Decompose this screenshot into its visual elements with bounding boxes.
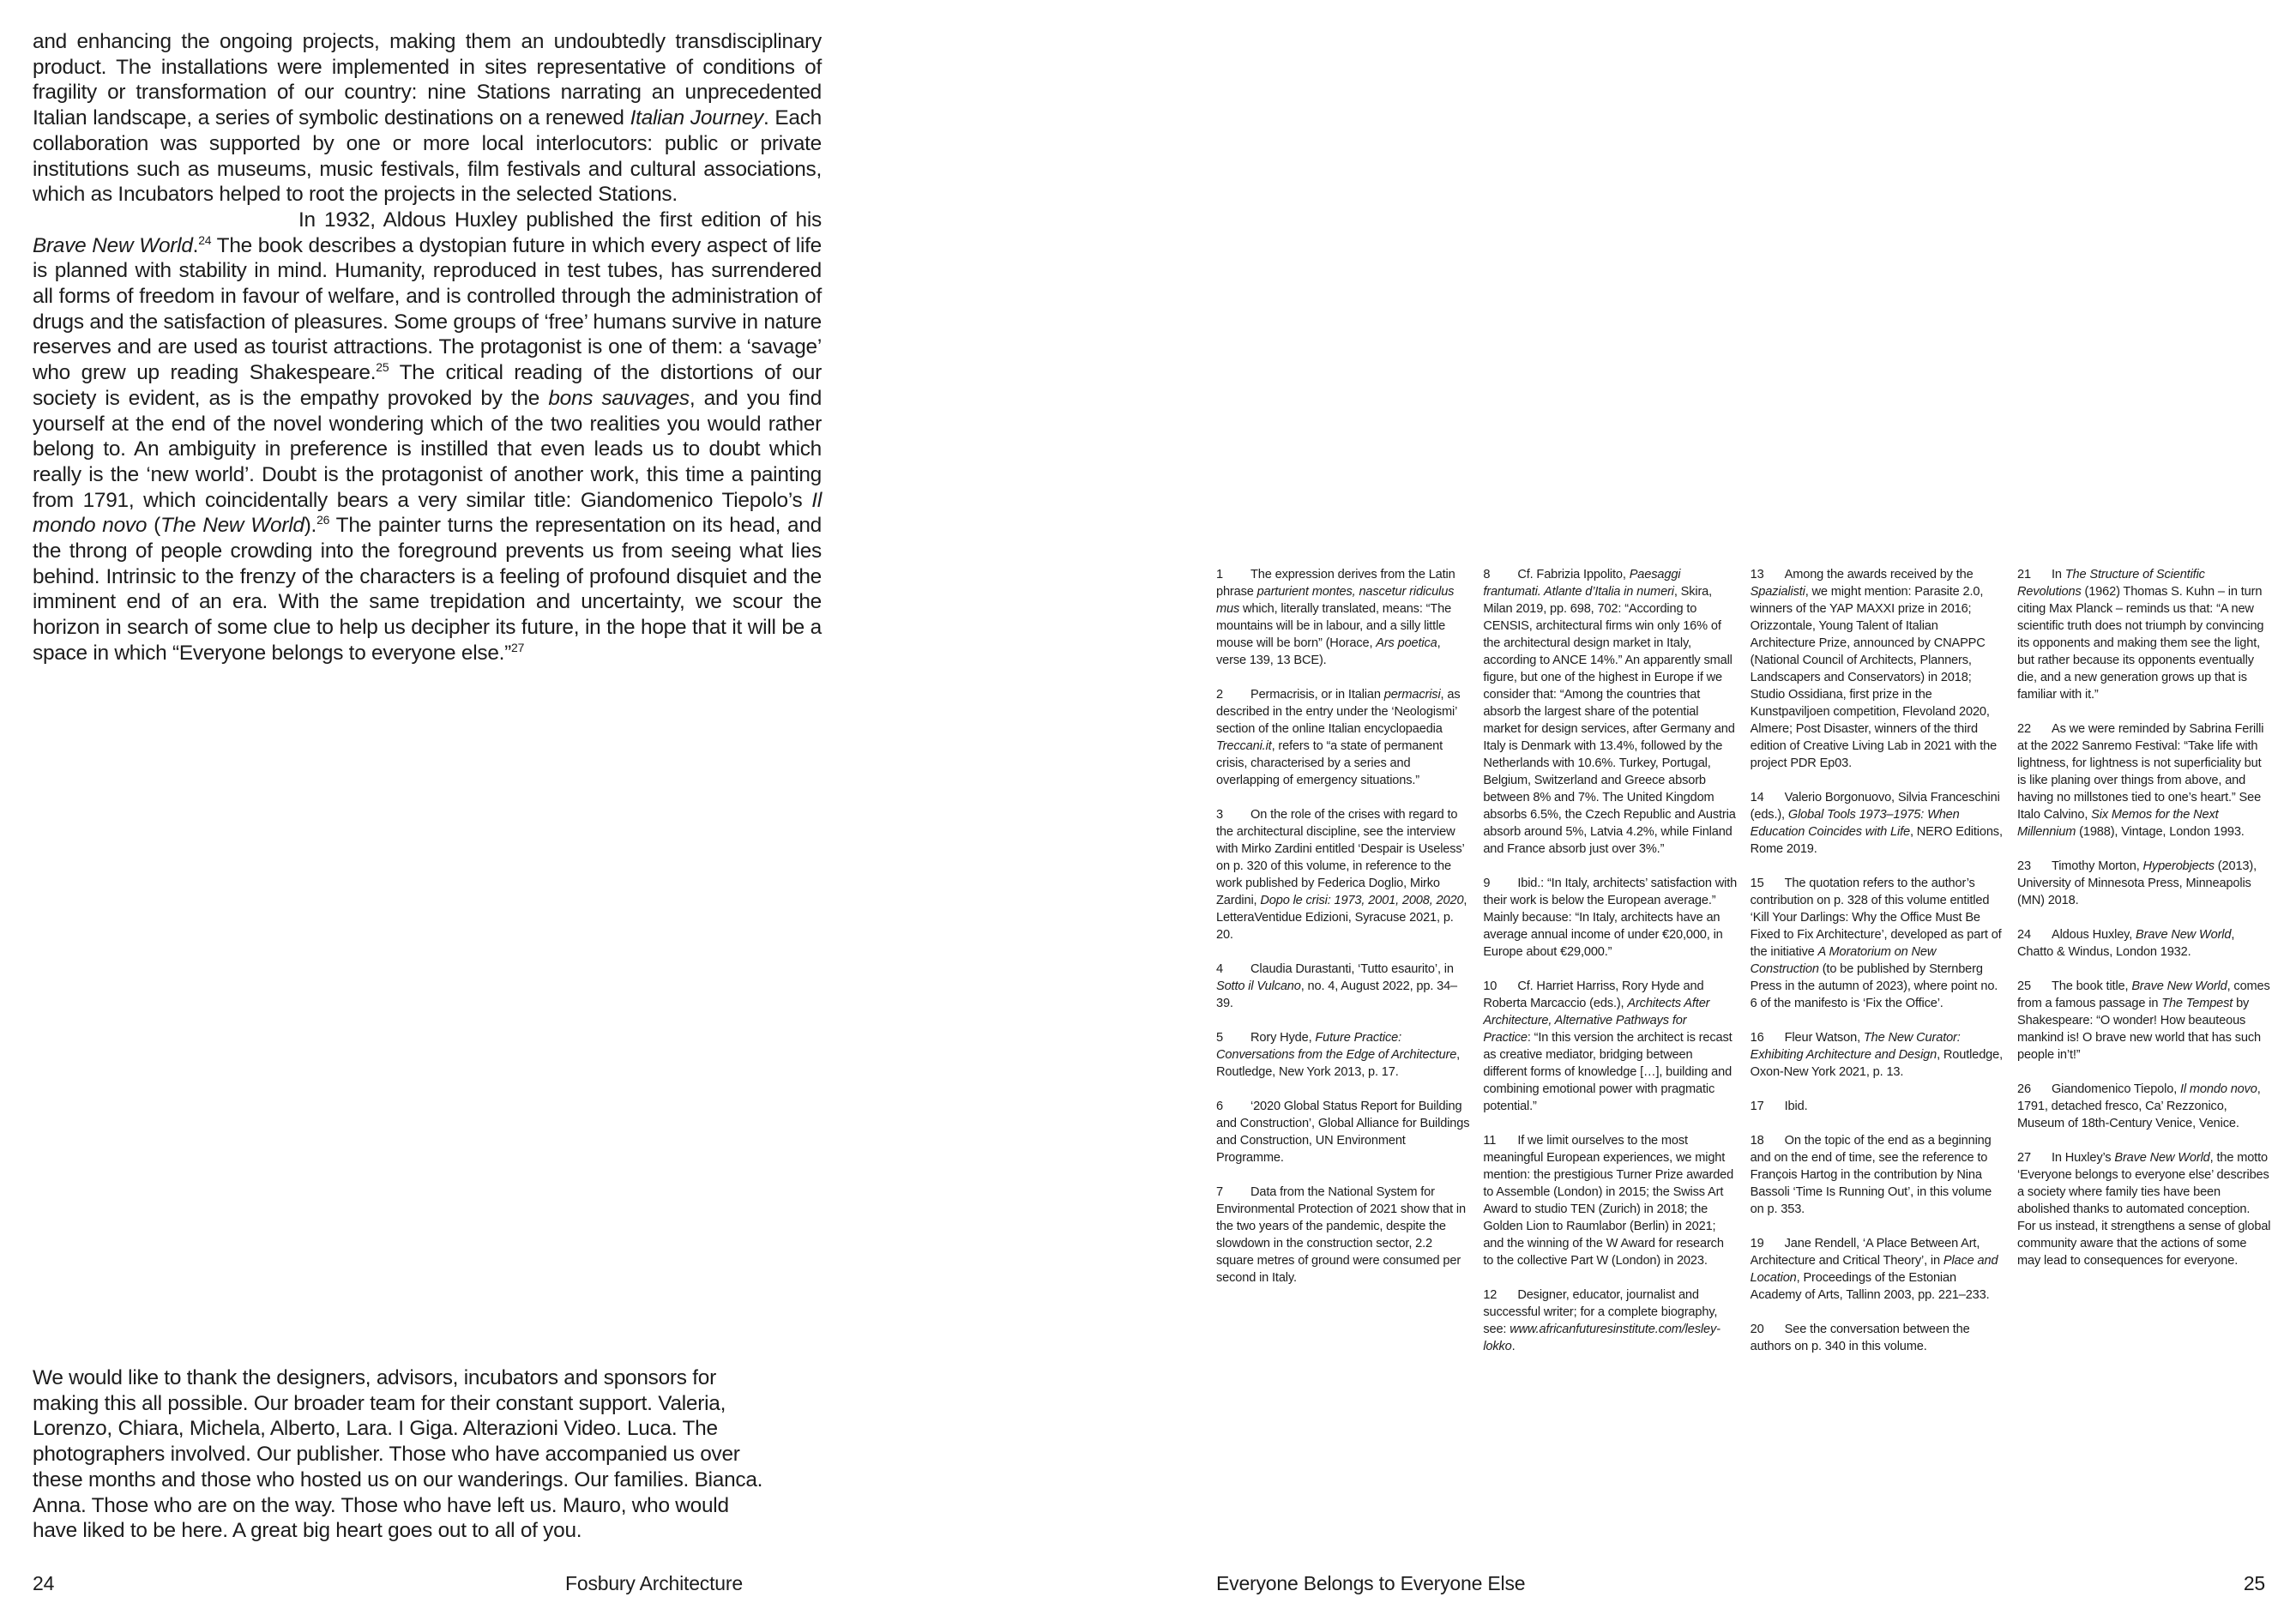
italic-text: Six Memos for the Next Millennium (2016, 808, 2219, 839)
italic-text: The New World (160, 514, 304, 538)
text-run: ). (304, 514, 317, 538)
essay-body (33, 29, 822, 666)
italic-text: Sotto il Vulcano (1216, 979, 1301, 993)
text-run: . Each collaboration was supported by one or more local interlocutors: public or private institutions such as museums, music festivals, film festivals and cultural associations, which as Incubators helped to root the projects in the selected Stations. (33, 106, 822, 207)
footnote-8 (1483, 566, 1737, 858)
italic-text: The Tempest (2161, 997, 2233, 1010)
essay-paragraph-1 (33, 29, 822, 208)
italic-text: Il mondo novo (33, 488, 822, 538)
text-run: Timothy Morton, (2051, 859, 2143, 873)
text-run: : “In this version the architect is recast as creative mediator, bridging between different forms of knowledge […], building and combining emotional power with pragmatic potential.” (1483, 1031, 1733, 1113)
footnote-ref: 27 (511, 640, 525, 654)
text-run: The expression derives from the Latin phrase (1216, 568, 1455, 599)
text-run: by Shakespeare: “O wonder! How beauteous mankind is! O brave new world that has such people in’t!” (2016, 997, 2261, 1062)
text-run: The critical reading of the distortions of our society is evident, as is the empathy provoked by the (33, 361, 822, 410)
text-run: Permacrisis, or in Italian (1250, 688, 1384, 702)
text-run: The quotation refers to the author’s contribution on p. 328 of this volume entitled ‘Kill Your Darlings: Why the Office Must Be Fixed to Fix Architecture’, developed as part of the initiative (1750, 877, 2002, 959)
footnote-number: 20 (1750, 1323, 1764, 1336)
italic-text: Il mondo novo (2180, 1082, 2257, 1096)
footnote-number: 23 (2016, 859, 2031, 873)
text-run: , NERO Editions, Rome 2019. (1750, 825, 2003, 856)
text-run: Claudia Durastanti, ‘Tutto esaurito’, in (1250, 962, 1454, 976)
footnote-number: 25 (2016, 979, 2031, 993)
footnote-number: 1 (1216, 568, 1223, 582)
page-number-right: 25 (2243, 1572, 2265, 1594)
italic-text: Italian Journey (630, 106, 763, 130)
footnote-number: 22 (2016, 722, 2031, 736)
text-run: , LetteraVentidue Edizioni, Syracuse 2021, p. 20. (1216, 894, 1467, 942)
italic-text: permacrisi (1383, 688, 1441, 702)
text-run: , and you find yourself at the end of the novel wondering which of the two realities you would rather belong to. An ambiguity in preference is instilled that even leads us to doubt which really is the ‘new world’. Doubt is the protagonist of another work, this time a painting from 1791, which coincidentally bears a very similar title: Giandomenico Tiepolo’s (33, 386, 823, 512)
text-run: . (192, 233, 199, 257)
footnote-12 (1483, 1287, 1737, 1355)
footnote-13 (1751, 566, 2004, 772)
text-run: See the conversation between the authors on p. 340 in this volume. (1750, 1323, 1970, 1353)
footnote-ref: 25 (376, 360, 389, 375)
italic-text: Paesaggi frantumati. Atlante d’Italia in numeri (1483, 568, 1681, 599)
footnote-25 (2017, 978, 2271, 1064)
text-run: Ibid.: “In Italy, architects’ satisfaction with their work is below the European average.” Mainly because: “In Italy, architects have an average annual income of under €20,000, in Europe about €29,000.” (1483, 877, 1738, 959)
text-run: Ibid. (1784, 1100, 1808, 1113)
text-run: (1962) Thomas S. Kuhn – in turn citing Max Planck – reminds us that: “A new scientific truth does not triumph by convincing its opponents and making them see the light, but rather because its opponents eventually die, and a new generation grows up that is familiar with it.” (2016, 585, 2264, 702)
text-run: , Proceedings of the Estonian Academy of Arts, Tallinn 2003, pp. 221–233. (1750, 1271, 1990, 1302)
footnote-4 (1216, 961, 1470, 1012)
italic-text: The Structure of Scientific Revolutions (2016, 568, 2205, 599)
italic-text: parturient montes, nascetur ridiculus mus (1216, 585, 1455, 616)
text-run: On the role of the crises with regard to the architectural discipline, see the interview with Mirko Zardini entitled ‘Despair is Useless’ on p. 320 of this volume, in reference to the work published by Federica Doglio, Mirko Zardini, (1216, 808, 1465, 907)
footnote-number: 15 (1750, 877, 1764, 890)
footnote-number: 3 (1216, 808, 1223, 822)
italic-text: Hyperobjects (2142, 859, 2215, 873)
italic-text: Treccani.it (1216, 739, 1272, 753)
italic-text: Brave New World (2131, 979, 2227, 993)
footnote-18 (1751, 1132, 2004, 1218)
text-run: (1988), Vintage, London 1993. (2076, 825, 2245, 839)
italic-text: Place and Location (1750, 1254, 1998, 1285)
footnote-number: 5 (1216, 1031, 1223, 1045)
footnote-21 (2017, 566, 2271, 703)
text-run: , verse 139, 13 BCE). (1216, 636, 1441, 667)
footnote-22 (2017, 720, 2271, 841)
italic-text: A Moratorium on New Construction (1750, 945, 1937, 976)
text-run: In (2051, 568, 2065, 582)
footnote-number: 6 (1216, 1100, 1223, 1113)
text-run: which, literally translated, means: “The mountains will be in labour, and a silly little mouse will be born” (Horace, (1216, 602, 1452, 650)
text-run: Fleur Watson, (1784, 1031, 1864, 1045)
footnote-number: 14 (1750, 791, 1764, 804)
right-page (1148, 0, 2296, 1621)
footnote-ref: 24 (198, 232, 212, 247)
text-run: (2013), University of Minnesota Press, Minneapolis (MN) 2018. (2016, 859, 2257, 907)
footnote-16 (1751, 1029, 2004, 1081)
italic-text: www.africanfuturesinstitute.com/lesley-lokko (1483, 1323, 1720, 1353)
footnote-number: 10 (1483, 979, 1498, 993)
text-run: , Routledge, New York 2013, p. 17. (1216, 1048, 1461, 1079)
text-run: Cf. Harriet Harriss, Rory Hyde and Roberta Marcaccio (eds.), (1483, 979, 1704, 1010)
footnote-number: 19 (1750, 1237, 1764, 1250)
text-run: , comes from a famous passage in (2016, 979, 2270, 1010)
running-title-left: Fosbury Architecture (565, 1572, 743, 1594)
text-run: The book title, (2051, 979, 2132, 993)
text-run: , as described in the entry under the ‘Neologismi’ section of the online Italian encyclopaedia (1216, 688, 1461, 736)
text-run: , Skira, Milan 2019, pp. 698, 702: “According to CENSIS, architectural firms win only 16% of the architectural design market in Italy, according to ANCE 14%.” An apparently small figure, but one of the highest in Europe if we consider that: “Among the countries that absorb the largest share of the potential market for design services, after Germany and Italy is Denmark with 13.4%, followed by the Netherlands with 10.6%. Turkey, Portugal, Belgium, Switzerland and Greece absorb between 8% and 7%. The United Kingdom absorbs 6.5%, the Czech Republic and Austria absorb around 5%, Latvia 4.2%, while Finland and France absorb just over 3%.” (1483, 585, 1736, 856)
text-run: Aldous Huxley, (2051, 928, 2136, 942)
text-run: In 1932, Aldous Huxley published the first edition of his (298, 208, 822, 232)
footnote-number: 9 (1483, 877, 1491, 890)
footnote-17 (1751, 1098, 2004, 1115)
acknowledgements: We would like to thank the designers, advisors, incubators and sponsors for making this all possible. Our broader team for their constant support. Valeria, Lorenzo, Chiara, Michela, Alberto, Lara. I Giga. Alterazioni Video. Luca. The photographers involved. Our publisher. Those who have accompanied us over these months and those who hosted us on our wanderings. Our families. Bianca. Anna. Those who are on the way. Those who have left us. Mauro, who would have liked to be here. A great big heart goes out to all of you. (33, 1366, 763, 1543)
italic-text: Brave New World (33, 233, 193, 257)
italic-text: Ars poetica (1376, 636, 1437, 650)
text-run: The book describes a dystopian future in which every aspect of life is planned with stability in mind. Humanity, reproduced in test tubes, has surrendered all forms of freedom in favour of welfare, and is controlled through the administration of drugs and the satisfaction of pleasures. Some groups of ‘free’ humans survive in nature reserves and are used as tourist attractions. The protagonist is one of them: a ‘savage’ who grew up reading Shakespeare. (33, 233, 822, 385)
text-run: , the motto ‘Everyone belongs to everyone else’ describes a society where family ties have been abolished thanks to automated conception. For us instead, it strengthens a sense of global community aware that the actions of some may lead to consequences for everyone. (2016, 1151, 2271, 1268)
text-run: Rory Hyde, (1250, 1031, 1316, 1045)
footnotes-column-1 (1216, 566, 1470, 1372)
footnote-number: 26 (2016, 1082, 2031, 1096)
text-run: (to be published by Sternberg Press in the autumn of 2023), where point no. 6 of the manifesto is ‘Fix the Office’. (1750, 962, 1998, 1010)
footnote-26 (2017, 1081, 2271, 1132)
footnote-number: 18 (1750, 1134, 1764, 1148)
footnote-number: 13 (1750, 568, 1764, 582)
footnote-2 (1216, 686, 1470, 789)
italic-text: Architects After Architecture, Alternative Pathways for Practice (1483, 997, 1710, 1045)
text-run: As we were reminded by Sabrina Ferilli at the 2022 Sanremo Festival: “Take life with lightness, for lightness is not superficiality but is like planing over things from above, and having no millstones tied to one’s heart.” See Italo Calvino, (2016, 722, 2264, 822)
italic-text: Spazialisti (1750, 585, 1805, 599)
text-run: , no. 4, August 2022, pp. 34–39. (1216, 979, 1458, 1010)
italic-text: Global Tools 1973–1975: When Education Coincides with Life (1750, 808, 1960, 839)
text-run: , Chatto & Windus, London 1932. (2016, 928, 2235, 959)
footnote-number: 27 (2016, 1151, 2031, 1165)
text-run: ( (147, 514, 160, 538)
footnote-number: 2 (1216, 688, 1223, 702)
footnote-3 (1216, 806, 1470, 943)
footnote-19 (1751, 1235, 2004, 1304)
footnote-number: 4 (1216, 962, 1223, 976)
footnotes-column-4 (2017, 566, 2271, 1372)
footnote-9 (1483, 875, 1737, 961)
text-run: , Routledge, Oxon-New York 2021, p. 13. (1750, 1048, 2004, 1079)
text-run: Cf. Fabrizia Ippolito, (1517, 568, 1630, 582)
running-title-right: Everyone Belongs to Everyone Else (1216, 1572, 1526, 1594)
text-run: In Huxley’s (2051, 1151, 2115, 1165)
footnote-number: 7 (1216, 1185, 1223, 1199)
text-run: and enhancing the ongoing projects, making them an undoubtedly transdisciplinary product. The installations were implemented in sites representative of conditions of fragility or transformation of our country: nine Stations narrating an unprecedented Italian landscape, a series of symbolic destinations on a renewed (33, 30, 822, 130)
footnote-10 (1483, 978, 1737, 1115)
text-run: Among the awards received by the (1784, 568, 1974, 582)
footnote-number: 17 (1750, 1100, 1764, 1113)
text-run: Jane Rendell, ‘A Place Between Art, Architecture and Critical Theory’, in (1750, 1237, 1980, 1268)
italic-text: Dopo le crisi: 1973, 2001, 2008, 2020 (1260, 894, 1464, 907)
footnote-14 (1751, 789, 2004, 858)
footnote-ref: 26 (316, 513, 330, 527)
footnote-number: 8 (1483, 568, 1491, 582)
footnote-number: 16 (1750, 1031, 1764, 1045)
footnote-1 (1216, 566, 1470, 669)
footnotes-column-3 (1751, 566, 2004, 1372)
footnote-27 (2017, 1149, 2271, 1269)
italic-text: The New Curator: Exhibiting Architecture and Design (1750, 1031, 1961, 1062)
text-run: Data from the National System for Environmental Protection of 2021 show that in the two years of the pandemic, despite the slowdown in the construction sector, 2.2 square metres of ground were consumed per second in Italy. (1216, 1185, 1466, 1285)
text-run: On the topic of the end as a beginning and on the end of time, see the reference to François Hartog in the contribution by Nina Bassoli ‘Time Is Running Out’, in this volume on p. 353. (1750, 1134, 1992, 1216)
text-run: The painter turns the representation on its head, and the throng of people crowding into the foreground prevents us from seeing what lies behind. Intrinsic to the frenzy of the characters is a feeling of profound disquiet and the imminent end of an era. With the same trepidation and uncertainty, we scour the horizon in search of some clue to help us decipher its future, in the hope that it will be a space in which “Everyone belongs to everyone else.” (33, 514, 822, 665)
footnote-number: 12 (1483, 1288, 1498, 1302)
text-run: If we limit ourselves to the most meaningful European experiences, we might mention: the prestigious Turner Prize awarded to Assemble (London) in 2015; the Swiss Art Award to studio TEN (Zurich) in 2018; the Golden Lion to Raumlabor (Berlin) in 2021; and the winning of the W Award for research to the collective Part W (London) in 2023. (1483, 1134, 1734, 1268)
essay-paragraph-2 (33, 208, 822, 666)
footnote-23 (2017, 858, 2271, 909)
text-run: ‘2020 Global Status Report for Building and Construction’, Global Alliance for Buildings and Construction, UN Environment Programme. (1216, 1100, 1470, 1165)
page-number-left: 24 (33, 1572, 55, 1594)
footnote-number: 11 (1483, 1134, 1497, 1148)
footnote-24 (2017, 926, 2271, 961)
footnote-number: 24 (2016, 928, 2031, 942)
text-run: Designer, educator, journalist and successful writer; for a complete biography, see: (1483, 1288, 1718, 1336)
text-run: Giandomenico Tiepolo, (2051, 1082, 2181, 1096)
footnote-20 (1751, 1321, 2004, 1355)
text-run: . (1511, 1340, 1516, 1353)
footnote-15 (1751, 875, 2004, 1012)
footnote-6 (1216, 1098, 1470, 1166)
text-run: , 1791, detached fresco, Ca’ Rezzonico, Museum of 18th-Century Venice, Venice. (2016, 1082, 2261, 1130)
footnote-7 (1216, 1184, 1470, 1287)
footnote-number: 21 (2016, 568, 2031, 582)
italic-text: Future Practice: Conversations from the Edge of Architecture (1216, 1031, 1457, 1062)
italic-text: Brave New World (2136, 928, 2232, 942)
footnotes-column-2 (1483, 566, 1737, 1372)
italic-text: Brave New World (2114, 1151, 2210, 1165)
text-run: Valerio Borgonuovo, Silvia Franceschini (eds.), (1750, 791, 2000, 822)
text-run: , refers to “a state of permanent crisis, characterised by a series and overlapping of emergency situations.” (1216, 739, 1443, 787)
text-run: , we might mention: Parasite 2.0, winners of the YAP MAXXI prize in 2016; Orizzontale, Young Talent of Italian Architecture Prize, announced by CNAPPC (National Council of Architects, Planners, Landscapers and Conservators) in 2018; Studio Ossidiana, first prize in the Kunstpaviljoen competition, Flevoland 2020, Almere; Post Disaster, winners of the third edition of Creative Living Lab in 2021 with the project PDR Ep03. (1750, 585, 1998, 770)
footnotes (1216, 566, 2271, 1372)
footnote-5 (1216, 1029, 1470, 1081)
footnote-11 (1483, 1132, 1737, 1269)
italic-text: bons sauvages (548, 386, 690, 410)
